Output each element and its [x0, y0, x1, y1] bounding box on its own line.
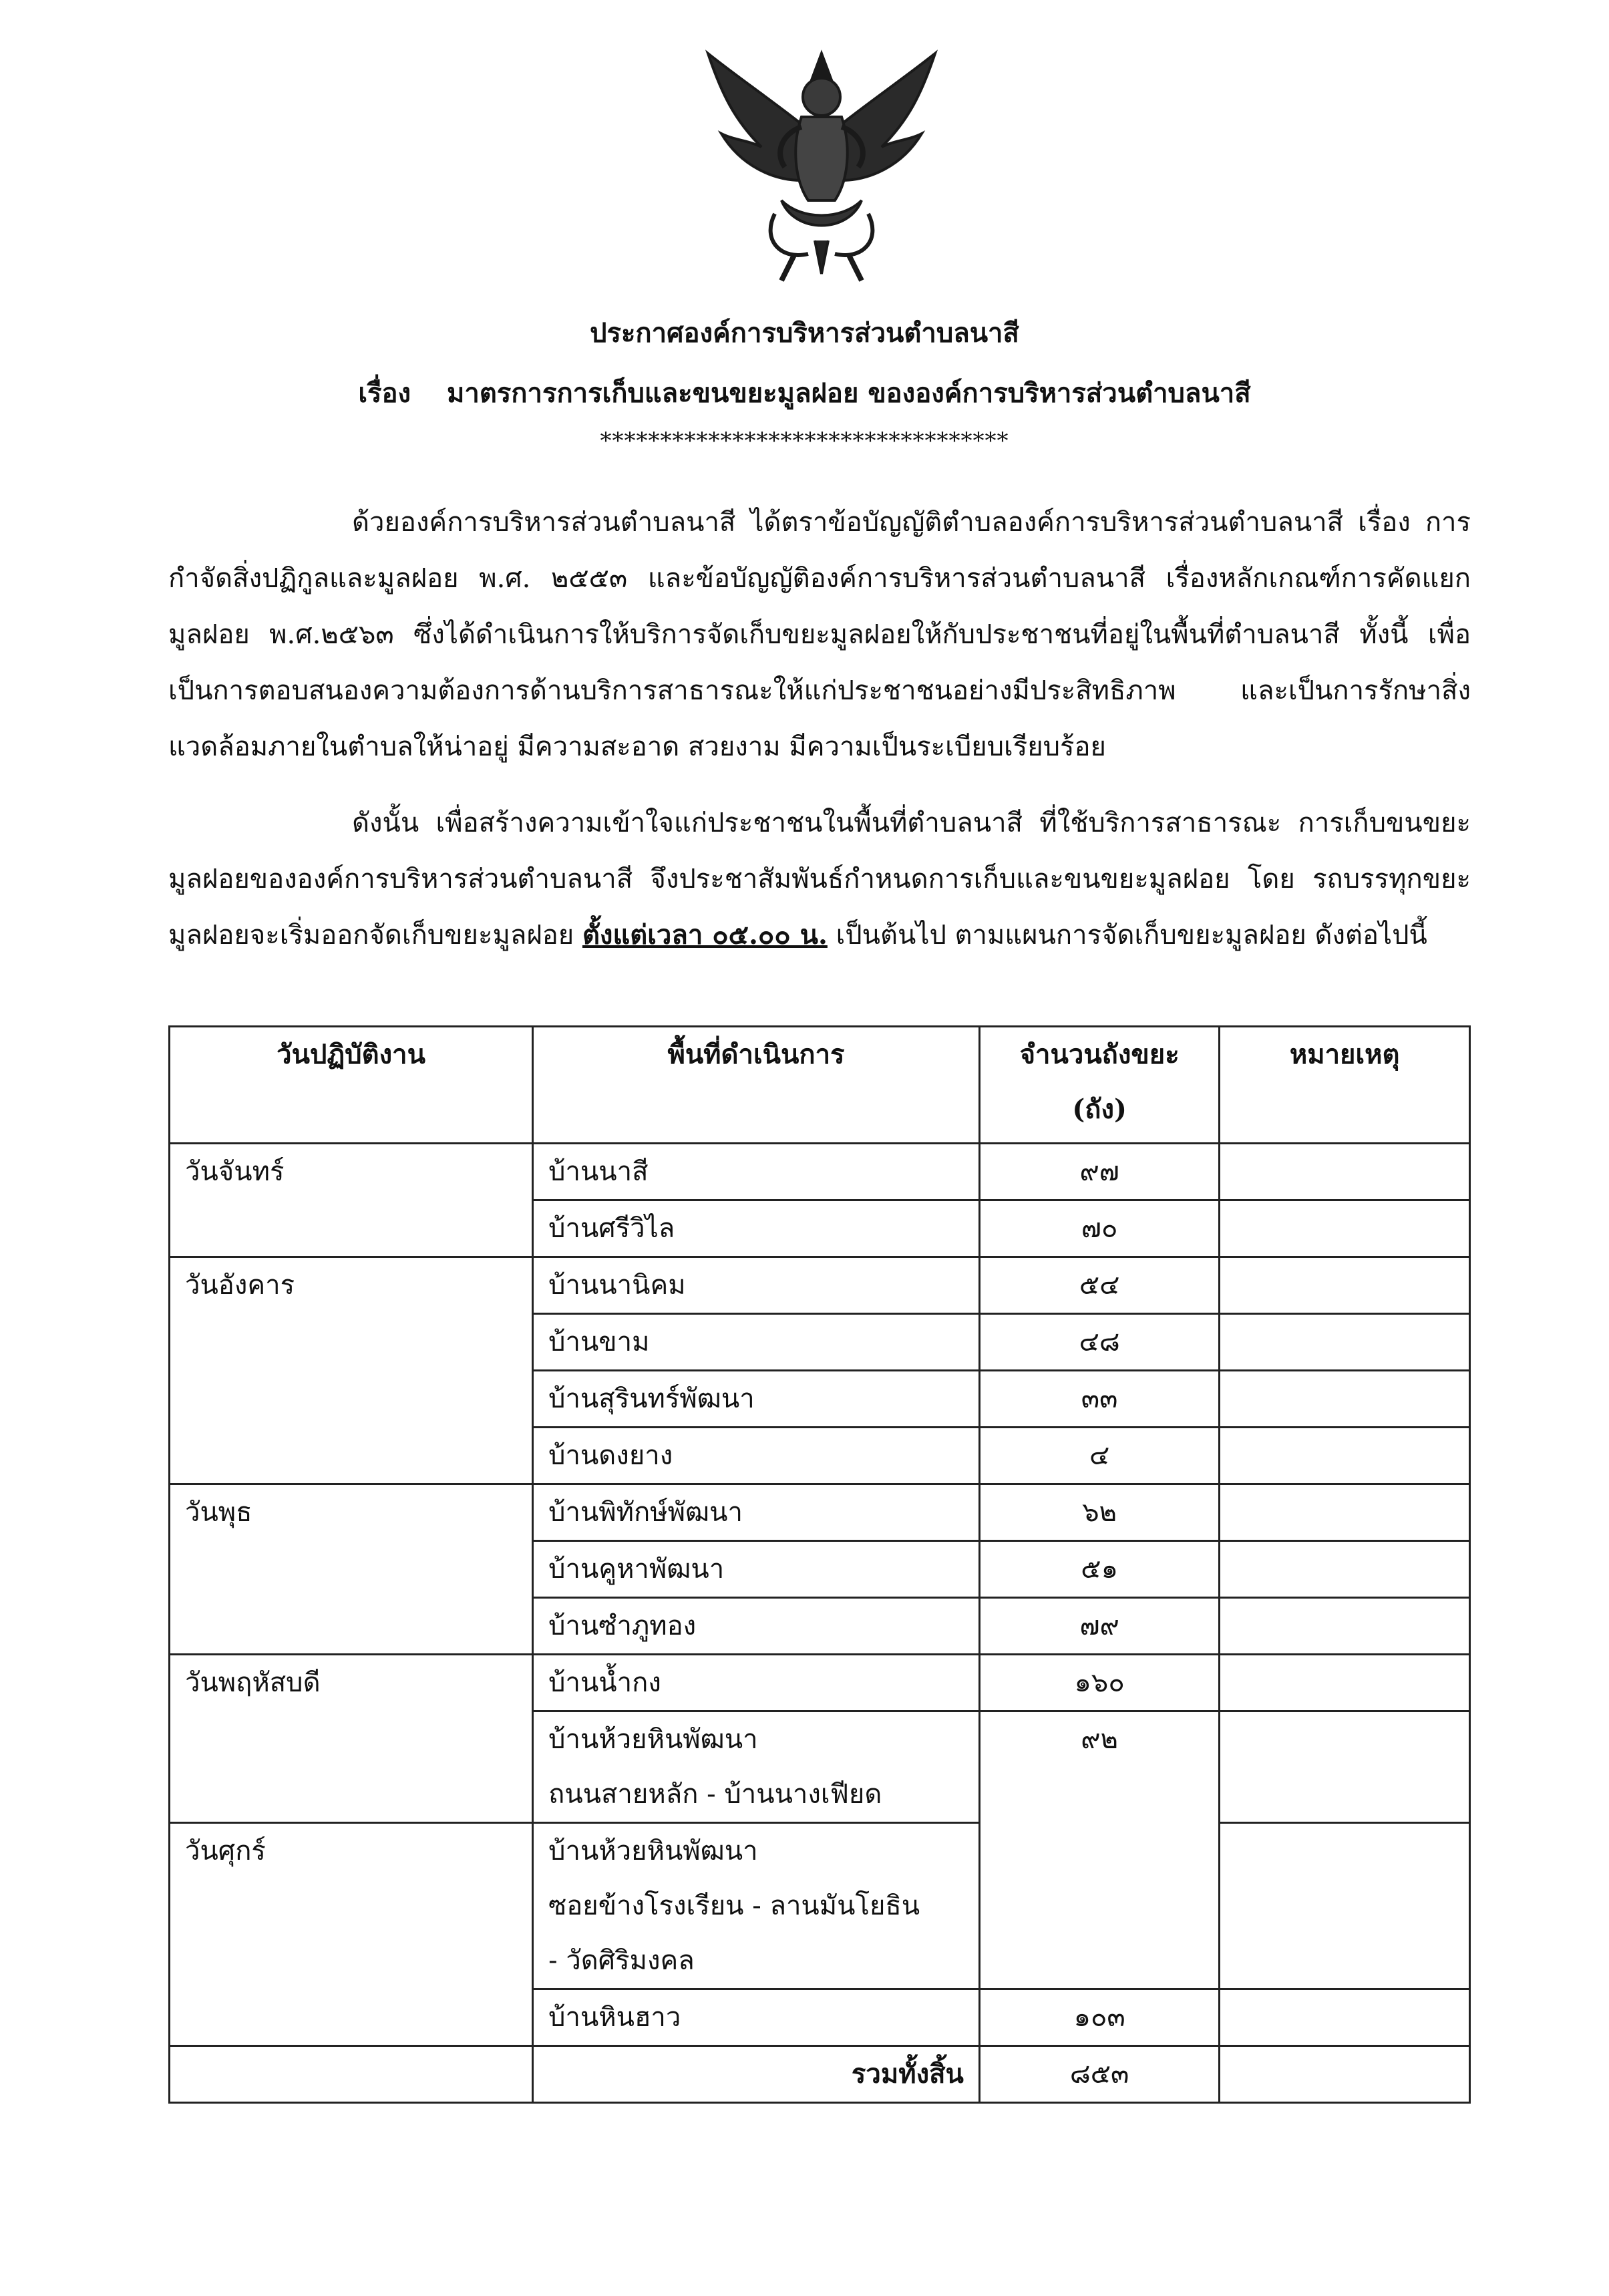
remarks-cell — [1220, 1314, 1470, 1371]
bins-cell: ๖๒ — [979, 1484, 1220, 1541]
separator-line: ********************************** — [600, 428, 1009, 454]
header-bins: จำนวนถังขยะ (ถัง) — [979, 1027, 1220, 1144]
area-cell: บ้านหินฮาว — [533, 1989, 980, 2046]
remarks-cell — [1220, 1200, 1470, 1257]
header-remarks: หมายเหตุ — [1220, 1027, 1470, 1144]
remarks-cell — [1220, 1371, 1470, 1428]
start-time-emphasis: ตั้งแต่เวลา ๐๕.๐๐ น. — [582, 919, 828, 951]
bins-cell: ๗๐ — [979, 1200, 1220, 1257]
table-row — [170, 1257, 1470, 1314]
table-header-row — [170, 1027, 1470, 1144]
area-cell: บ้านพิทักษ์พัฒนา — [533, 1484, 980, 1541]
area-line: ซอยข้างโรงเรียน - ลานมันโยธิน — [548, 1891, 920, 1921]
table-row — [170, 1823, 1470, 1989]
area-cell: บ้านศรีวิไล — [533, 1200, 980, 1257]
paragraph-2-text: ดังนั้น เพื่อสร้างความเข้าใจแก่ประชาชนในพื้นที่ตำบลนาสี ที่ใช้บริการสาธารณะ การเก็บขนขยะมูลฝอยขององค์การบริหารส่วนตำบลนาสี จึงประชาสัมพันธ์กำหนดการเก็บและขนขยะมูลฝอย โดย รถบรรทุกขยะมูลฝอยจะเริ่มออกจัดเก็บขยะมูลฝอย — [168, 808, 1471, 951]
table-row — [170, 1655, 1470, 1711]
remarks-cell — [1220, 1655, 1470, 1711]
area-line: ถนนสายหลัก - บ้านนางเฟียด — [548, 1779, 882, 1810]
area-cell: บ้านซำภูทอง — [533, 1598, 980, 1655]
remarks-cell — [1220, 1598, 1470, 1655]
remarks-cell — [1220, 1823, 1470, 1989]
subject-text: มาตรการการเก็บและขนขยะมูลฝอย ขององค์การบริหารส่วนตำบลนาสี — [446, 377, 1251, 409]
bins-cell: ๗๙ — [979, 1598, 1220, 1655]
remarks-cell — [1220, 1484, 1470, 1541]
paragraph-2 — [168, 795, 1471, 963]
bins-cell: ๕๔ — [979, 1257, 1220, 1314]
total-remarks-cell — [1220, 2046, 1470, 2103]
area-cell — [533, 1711, 980, 1823]
bins-cell: ๔ — [979, 1428, 1220, 1484]
day-cell: วันศุกร์ — [170, 1823, 533, 2046]
bins-cell: ๔๘ — [979, 1314, 1220, 1371]
remarks-cell — [1220, 1541, 1470, 1598]
area-cell — [533, 1823, 980, 1989]
subject-label: เรื่อง — [358, 377, 411, 409]
remarks-cell — [1220, 1428, 1470, 1484]
header-day: วันปฏิบัติงาน — [170, 1027, 533, 1144]
garuda-emblem — [681, 40, 962, 294]
day-cell: วันพุธ — [170, 1484, 533, 1655]
remarks-cell — [1220, 1989, 1470, 2046]
day-cell: วันพฤหัสบดี — [170, 1655, 533, 1823]
total-value: ๘๕๓ — [979, 2046, 1220, 2103]
bins-cell: ๓๓ — [979, 1371, 1220, 1428]
bins-cell: ๙๒ — [979, 1711, 1220, 1989]
remarks-cell — [1220, 1711, 1470, 1823]
total-row — [170, 2046, 1470, 2103]
collection-schedule-table — [168, 1025, 1471, 2104]
paragraph-2-tail: เป็นต้นไป ตามแผนการจัดเก็บขยะมูลฝอย ดังต่อไปนี้ — [836, 920, 1427, 951]
total-label: รวมทั้งสิ้น — [533, 2046, 980, 2103]
area-cell: บ้านนาสี — [533, 1144, 980, 1200]
bins-cell: ๑๐๓ — [979, 1989, 1220, 2046]
bins-cell: ๙๗ — [979, 1144, 1220, 1200]
day-cell: วันจันทร์ — [170, 1144, 533, 1257]
area-line: - วัดศิริมงคล — [548, 1945, 695, 1976]
announcement-subject-line — [0, 377, 1609, 409]
remarks-cell — [1220, 1144, 1470, 1200]
bins-cell: ๑๖๐ — [979, 1655, 1220, 1711]
table-row — [170, 1484, 1470, 1541]
table-row — [170, 1144, 1470, 1200]
area-cell: บ้านดงยาง — [533, 1428, 980, 1484]
paragraph-1: ด้วยองค์การบริหารส่วนตำบลนาสี ได้ตราข้อบัญญัติตำบลองค์การบริหารส่วนตำบลนาสี เรื่อง การกำจัดสิ่งปฏิกูลและมูลฝอย พ.ศ. ๒๕๕๓ และข้อบัญญัติองค์การบริหารส่วนตำบลนาสี เรื่องหลักเกณฑ์การคัดแยกมูลฝอย พ.ศ.๒๕๖๓ ซึ่งได้ดำเนินการให้บริการจัดเก็บขยะมูลฝอยให้กับประชาชนที่อยู่ในพื้นที่ตำบลนาสี ทั้งนี้ เพื่อเป็นการตอบสนองความต้องการด้านบริการสาธารณะให้แก่ประชาชนอย่างมีประสิทธิภาพ และเป็นการรักษาสิ่งแวดล้อมภายในตำบลให้น่าอยู่ มีความสะอาด สวยงาม มีความเป็นระเบียบเรียบร้อย — [168, 507, 1471, 762]
day-cell: วันอังคาร — [170, 1257, 533, 1484]
total-empty-cell — [170, 2046, 533, 2103]
header-area: พื้นที่ดำเนินการ — [533, 1027, 980, 1144]
announcement-title: ประกาศองค์การบริหารส่วนตำบลนาสี — [590, 317, 1019, 349]
area-cell: บ้านขาม — [533, 1314, 980, 1371]
area-cell: บ้านสุรินทร์พัฒนา — [533, 1371, 980, 1428]
area-cell: บ้านคูหาพัฒนา — [533, 1541, 980, 1598]
area-line: บ้านห้วยหินพัฒนา — [548, 1836, 758, 1866]
remarks-cell — [1220, 1257, 1470, 1314]
area-line: บ้านห้วยหินพัฒนา — [548, 1724, 758, 1755]
area-cell: บ้านนานิคม — [533, 1257, 980, 1314]
bins-cell: ๕๑ — [979, 1541, 1220, 1598]
area-cell: บ้านน้ำกง — [533, 1655, 980, 1711]
